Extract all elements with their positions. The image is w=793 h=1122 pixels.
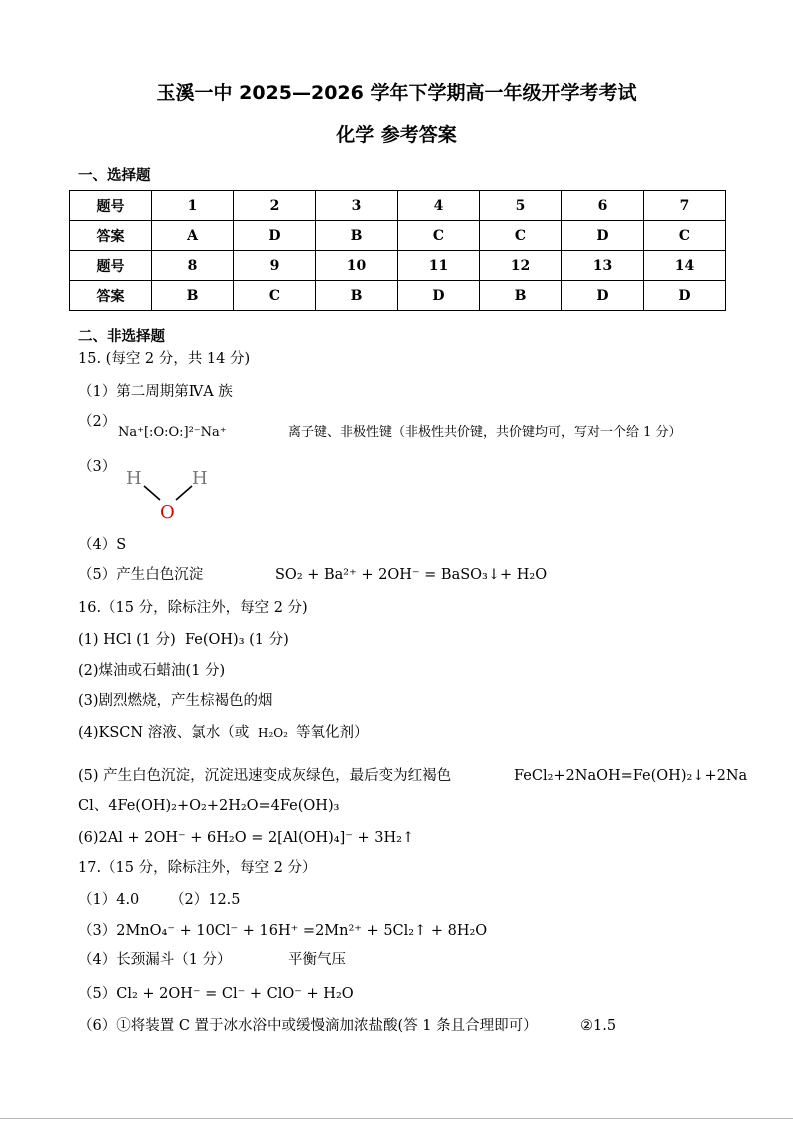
answer-cell: C xyxy=(644,221,726,251)
table-row xyxy=(70,191,726,221)
question-number: 11 xyxy=(398,251,480,281)
answer-cell: C xyxy=(234,281,316,311)
answer-cell: D xyxy=(234,221,316,251)
q16-answer-5c: Cl、4Fe(OH)₂+O₂+2H₂O=4Fe(OH)₃ xyxy=(78,798,340,814)
question-number: 12 xyxy=(480,251,562,281)
row-label-answer: 答案 xyxy=(70,221,152,251)
q16-answer-5b: FeCl₂+2NaOH=Fe(OH)₂↓+2Na xyxy=(514,768,748,784)
q16-answer-3: (3)剧烈燃烧，产生棕褐色的烟 xyxy=(78,693,273,709)
question-number: 6 xyxy=(562,191,644,221)
row-label-question: 题号 xyxy=(70,251,152,281)
peroxide-electron-formula: Na⁺[:O:O:]²⁻Na⁺ xyxy=(118,425,227,440)
q15-answer-3-label: （3） xyxy=(78,459,117,475)
answer-cell: B xyxy=(480,281,562,311)
page-subtitle: 化学 参考答案 xyxy=(336,124,457,146)
question-number: 5 xyxy=(480,191,562,221)
q15-answer-5-equation: SO₂ + Ba²⁺ + 2OH⁻ = BaSO₃↓+ H₂O xyxy=(275,567,548,583)
q17-answer-4a: （4）长颈漏斗（1 分） xyxy=(78,952,232,968)
q16-answer-4b: 等氧化剂） xyxy=(296,725,369,741)
hydrogen-atom-left: H xyxy=(126,468,142,489)
section-heading-nonchoice: 二、非选择题 xyxy=(78,329,165,345)
row-label-answer: 答案 xyxy=(70,281,152,311)
q17-answer-2: （2）12.5 xyxy=(170,892,241,908)
q15-answer-4: （4）S xyxy=(78,537,127,553)
table-row xyxy=(70,221,726,251)
q17-answer-3: （3）2MnO₄⁻ + 10Cl⁻ + 16H⁺ =2Mn²⁺ + 5Cl₂↑ + 8H₂O xyxy=(78,923,488,939)
section-heading-choice: 一、选择题 xyxy=(78,168,151,184)
q15-answer-2-label: （2） xyxy=(78,414,117,430)
question-number: 4 xyxy=(398,191,480,221)
water-molecule-structure xyxy=(118,462,218,522)
page-bottom-divider xyxy=(0,1118,793,1119)
table-row xyxy=(70,281,726,311)
row-label-question: 题号 xyxy=(70,191,152,221)
table-row xyxy=(70,251,726,281)
q15-answer-2-text: 离子键、非极性键（非极性共价键，共价键均可，写对一个给 1 分） xyxy=(288,425,682,440)
q16-header: 16.（15 分，除标注外，每空 2 分) xyxy=(78,600,308,616)
oxygen-atom: O xyxy=(160,502,175,522)
hydrogen-atom-right: H xyxy=(192,468,208,489)
question-number: 1 xyxy=(152,191,234,221)
answer-table xyxy=(69,190,726,311)
q17-answer-6a: （6）①将装置 C 置于冰水浴中或缓慢滴加浓盐酸(答 1 条且合理即可） xyxy=(78,1018,538,1034)
q16-answer-5a: (5) 产生白色沉淀，沉淀迅速变成灰绿色，最后变为红褐色 xyxy=(78,768,452,784)
q17-answer-4b: 平衡气压 xyxy=(288,952,346,968)
q16-answer-2: (2)煤油或石蜡油(1 分) xyxy=(78,663,226,679)
q16-answer-4a: (4)KSCN 溶液、氯水（或 xyxy=(78,725,250,741)
answer-cell: C xyxy=(480,221,562,251)
bond-right xyxy=(176,486,192,500)
question-number: 14 xyxy=(644,251,726,281)
question-number: 2 xyxy=(234,191,316,221)
answer-cell: A xyxy=(152,221,234,251)
q15-header: 15. (每空 2 分，共 14 分) xyxy=(78,351,251,367)
answer-cell: B xyxy=(316,281,398,311)
q16-answer-6: (6)2Al + 2OH⁻ + 6H₂O = 2[Al(OH)₄]⁻ + 3H₂↑ xyxy=(78,830,415,846)
question-number: 7 xyxy=(644,191,726,221)
answer-cell: D xyxy=(644,281,726,311)
question-number: 10 xyxy=(316,251,398,281)
bond-left xyxy=(144,486,160,500)
q16-answer-1a: (1) HCl (1 分) xyxy=(78,632,176,648)
answer-cell: B xyxy=(152,281,234,311)
q16-answer-4-formula: H₂O₂ xyxy=(258,726,288,740)
q15-answer-5-text: （5）产生白色沉淀 xyxy=(78,567,204,583)
answer-cell: D xyxy=(562,221,644,251)
q17-answer-5: （5）Cl₂ + 2OH⁻ = Cl⁻ + ClO⁻ + H₂O xyxy=(78,986,354,1002)
question-number: 13 xyxy=(562,251,644,281)
question-number: 9 xyxy=(234,251,316,281)
question-number: 3 xyxy=(316,191,398,221)
answer-cell: B xyxy=(316,221,398,251)
q16-answer-1b: Fe(OH)₃ (1 分) xyxy=(185,632,289,648)
q17-header: 17.（15 分，除标注外，每空 2 分） xyxy=(78,860,317,876)
q15-answer-1: （1）第二周期第ⅣA 族 xyxy=(78,384,233,400)
page-title: 玉溪一中 2025—2026 学年下学期高一年级开学考考试 xyxy=(156,82,637,104)
answer-cell: D xyxy=(562,281,644,311)
q17-answer-6b: ②1.5 xyxy=(580,1018,617,1034)
question-number: 8 xyxy=(152,251,234,281)
answer-cell: D xyxy=(398,281,480,311)
q17-answer-1: （1）4.0 xyxy=(78,892,140,908)
answer-cell: C xyxy=(398,221,480,251)
